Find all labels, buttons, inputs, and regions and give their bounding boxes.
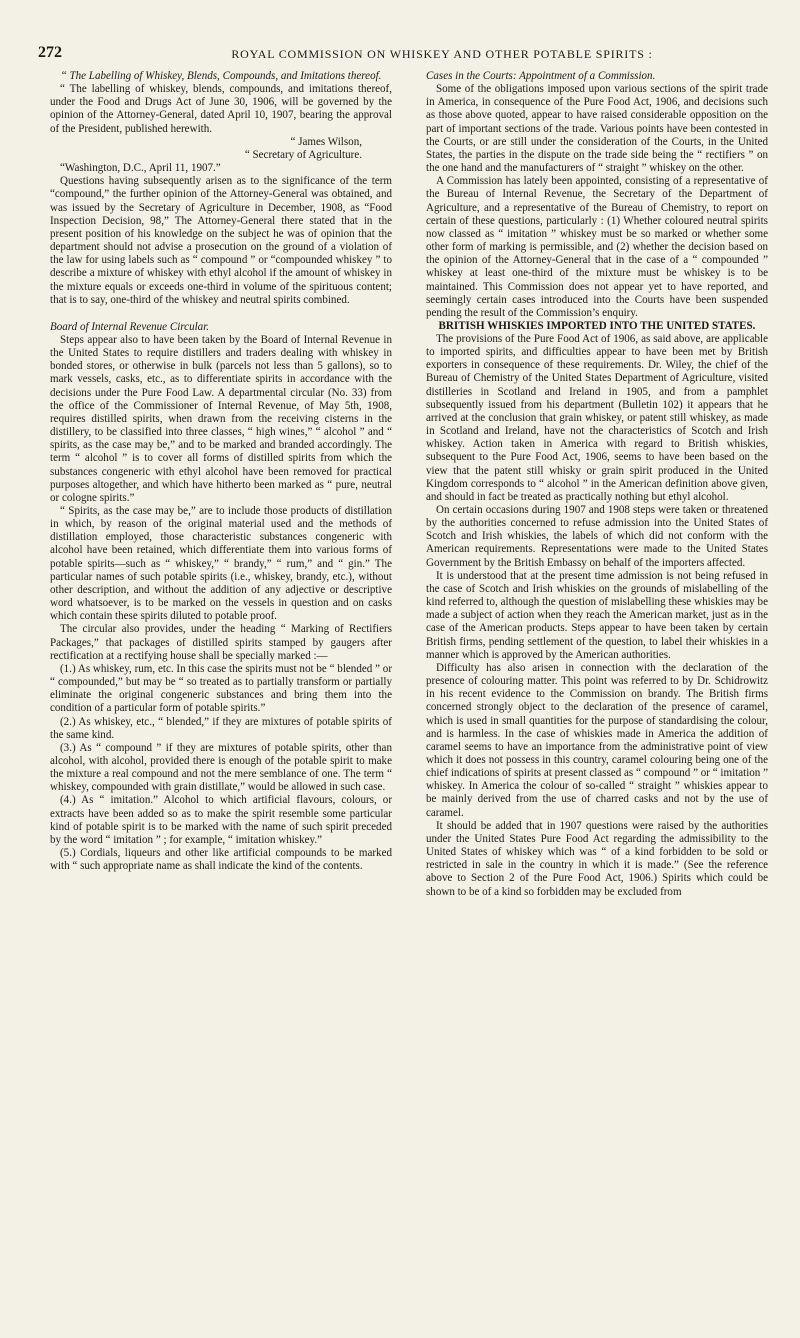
page-header bbox=[36, 44, 778, 66]
running-head: ROYAL COMMISSION ON WHISKEY AND OTHER POTABLE SPIRITS : bbox=[231, 47, 653, 61]
list-item: (3.) As “ compound ” if they are mixtures of potable spirits, other than alcohol, with alcohol, provided there is enough of the potable spirit to make the mixture a real compound and not the mere semblance of one. The term “ whiskey, compounded with grain distillate,” would be allowed in such case. bbox=[50, 741, 392, 794]
paragraph: The provisions of the Pure Food Act of 1906, as said above, are applicable to imported spirits, and difficulties appear to have been met by British exporters in consequence of these requirements. Dr. Wiley, the chief of the Bureau of Chemistry of the United States Department of Agriculture, visited distilleries in Scotland and Ireland in 1905, and from a pamphlet subsequently issued from his department (Bulletin 102) it appears that he arrived at the conclusion that grain whiskey, or patent still whiskey, as made in Scotland and Ireland, have not the characteristics of Scotch and Irish whiskey. Action taken in America with regard to British whiskies, subsequent to the Pure Food Act, 1906, seems to have been based on the view that the patent still whisky or grain spirit produced in the United Kingdom corresponds to “ alcohol ” in the American definition above given, and should in fact be treated as practically nothing but ethyl alcohol. bbox=[426, 332, 768, 503]
paragraph: “ The labelling of whiskey, blends, compounds, and imitations thereof, under the Food and Drugs Act of June 30, 1906, will be governed by the opinion of the Attorney-General, dated April 10, 1907, bearing the approval of the President, published herewith. bbox=[50, 83, 392, 135]
paragraph: It is understood that at the present time admission is not being refused in the case of Scotch and Irish whiskies on the grounds of mislabelling of the kind referred to, although the question of mislabelling these whiskies may be made a subject of action when they reach the American market, just as in the case of the American products. Steps appear to have been taken by certain British firms, pending settlement of the question, to label their whiskies in a manner which is approved by the American authorities. bbox=[426, 569, 768, 661]
paragraph: The circular also provides, under the heading “ Marking of Rectifiers Packages,” that packages of distilled spirits stamped by gaugers after rectification at a rectifying house shall be specially marked :— bbox=[50, 623, 392, 662]
right-column bbox=[426, 70, 768, 1320]
signature-date: “Washington, D.C., April 11, 1907.” bbox=[60, 162, 221, 175]
signature-title: “ Secretary of Agriculture. bbox=[244, 148, 362, 161]
paragraph: Questions having subsequently arisen as to the significance of the term “compound,” the further opinion of the Attorney-General was obtained, and was issued by the Secretary of Agriculture in December, 1908, as “Food Inspection Decision, 98,” The Attorney-General there stated that in the present position of his knowledge on the subject he was of opinion that the department should not advise a prosecution on the ground of a violation of the law for using labels such as “ compound ” or “compounded whiskey ” to describe a mixture of whiskey with ethyl alcohol if the amount of whiskey in the mixture equals or exceeds one-third in volume of the spirituous content; that is to say, one-third of the whiskey and neutral spirits combined. bbox=[50, 175, 392, 306]
paragraph: Some of the obligations imposed upon various sections of the spirit trade in America, in consequence of the Pure Food Act, 1906, and decisions such as those above quoted, appear to have raised considerable opposition on the part of important sections of the trade. Various points have been contested in the Courts, or are still under the consideration of the Courts, in the United States, the parties in the dispute on the trade side being the “ rectifiers ” on the one hand and the manufacturers of “ straight ” whiskey on the other. bbox=[426, 83, 768, 175]
list-item: (1.) As whiskey, rum, etc. In this case the spirits must not be “ blended ” or “ compounded,” but may be “ so treated as to partially transform or partially eliminate the original congeneric substances and bring them into the condition of a particular form of potable spirits.” bbox=[50, 662, 392, 715]
left-column bbox=[50, 70, 392, 1320]
subsection-heading: Board of Internal Revenue Circular. bbox=[50, 320, 210, 333]
section-heading: Cases in the Courts: Appointment of a Commission. bbox=[426, 70, 656, 82]
paragraph: It should be added that in 1907 questions were raised by the authorities under the United States Pure Food Act regarding the admissibility to the United States of whiskey which was “ of a kind forbidden to be sold or restricted in sale in the country in which it is made.” (See the reference above to Section 2 of the Pure Food Act, 1906.) Spirits which could be shown to be of a kind so forbidden may be excluded from bbox=[426, 819, 768, 898]
two-column-body bbox=[50, 70, 768, 1320]
paragraph: “ Spirits, as the case may be,” are to include those products of distillation in which, by reason of the original material used and the methods of distillation employed, those characteristic substances congeneric with alcohol have been retained, which differentiate them into various forms of potable spirits—such as “ whiskey,” “ brandy,” “ rum,” and “ gin.” The particular names of such potable spirits (i.e., whiskey, brandy, etc.), without other description, and without the addition of any adjective or descriptive word whatsoever, is to be marked on the vessels in question and on casks which contain these spirits diluted to potable proof. bbox=[50, 505, 392, 623]
paragraph: Difficulty has also arisen in connection with the declaration of the presence of colouring matter. This point was referred to by Dr. Schidrowitz in his recent evidence to the Commission on brandy. The British firms concerned strongly object to the declaration of the presence of caramel, which is used in small quantities for the purpose of standardising the colour, and is harmless. In the case of whiskies made in America the addition of caramel seems to have an importance from the administrative point of view which it does not possess in this country, caramel colouring being one of the chief indications of spirits at present classed as “ compound ” or “ imitation ” whiskey. In America the colour of so-called “ straight ” whiskies appear to be mainly derived from the use of charred casks and not by the use of caramel. bbox=[426, 661, 768, 819]
paragraph: A Commission has lately been appointed, consisting of a representative of the Bureau of Internal Revenue, the Secretary of the Department of Agriculture, and a representative of the Bureau of Chemistry, to report on certain of these questions, particularly : (1) Whether coloured neutral spirits now classed as “ imitation ” whiskey must be so marked or whether some other form of marking is permissible, and (2) whether the decision based on the opinion of the Attorney-General that in the case of a “ compounded ” whiskey at least one-third of the mixture must be whiskey is to be maintained. This Commission does not appear yet to have reported, and seemingly certain cases introduced into the Courts have been suspended pending the result of the Commission’s enquiry. bbox=[426, 175, 768, 319]
section-heading: “ The Labelling of Whiskey, Blends, Compounds, and Imitations thereof. bbox=[60, 70, 382, 82]
section-title: BRITISH WHISKIES IMPORTED INTO THE UNITED STATES. bbox=[438, 319, 756, 332]
list-item: (5.) Cordials, liqueurs and other like artificial compounds to be marked with “ such appropriate name as shall indicate the kind of the contents. bbox=[50, 847, 392, 873]
list-item: (2.) As whiskey, etc., “ blended,” if they are mixtures of potable spirits of the same kind. bbox=[50, 715, 392, 741]
paragraph: Steps appear also to have been taken by the Board of Internal Revenue in the United States to require distillers and traders dealing with whiskey in bonded stores, or otherwise in bulk (parcels not less than 5 gallons), so to mark vessels, casks, etc., as to differentiate spirits in accordance with the decisions under the Pure Food Law. A departmental circular (No. 33) from the office of the Commissioner of Internal Revenue, of May 5th, 1908, requires distilled spirits, when drawn from the receiving cisterns in the distillery, to be classified into three classes, “ high wines,” “ alcohol ” and “ spirits, as the case may be,” and to be marked and branded accordingly. The term “ alcohol ” is to cover all forms of distilled spirits from which the substances congeneric with ethyl alcohol have been removed for practical purposes altogether, and which have hitherto been marked as “ pure, neutral or cologne spirits.” bbox=[50, 333, 392, 504]
signature-name: “ James Wilson, bbox=[290, 135, 362, 148]
list-item: (4.) As “ imitation.” Alcohol to which artificial flavours, colours, or extracts have been added so as to make the spirit resemble some particular kind of potable spirit is to be marked with the name of such spirit preceded by the word “ imitation ” ; for example, “ imitation whiskey.” bbox=[50, 794, 392, 846]
paragraph: On certain occasions during 1907 and 1908 steps were taken or threatened by the authorities concerned to refuse admission into the United States of Scotch and Irish whiskies, the labels of which did not conform with the American requirements. Representations were made to the United States Government by the British Embassy on behalf of the importers affected. bbox=[426, 504, 768, 569]
page-number: 272 bbox=[38, 44, 62, 61]
